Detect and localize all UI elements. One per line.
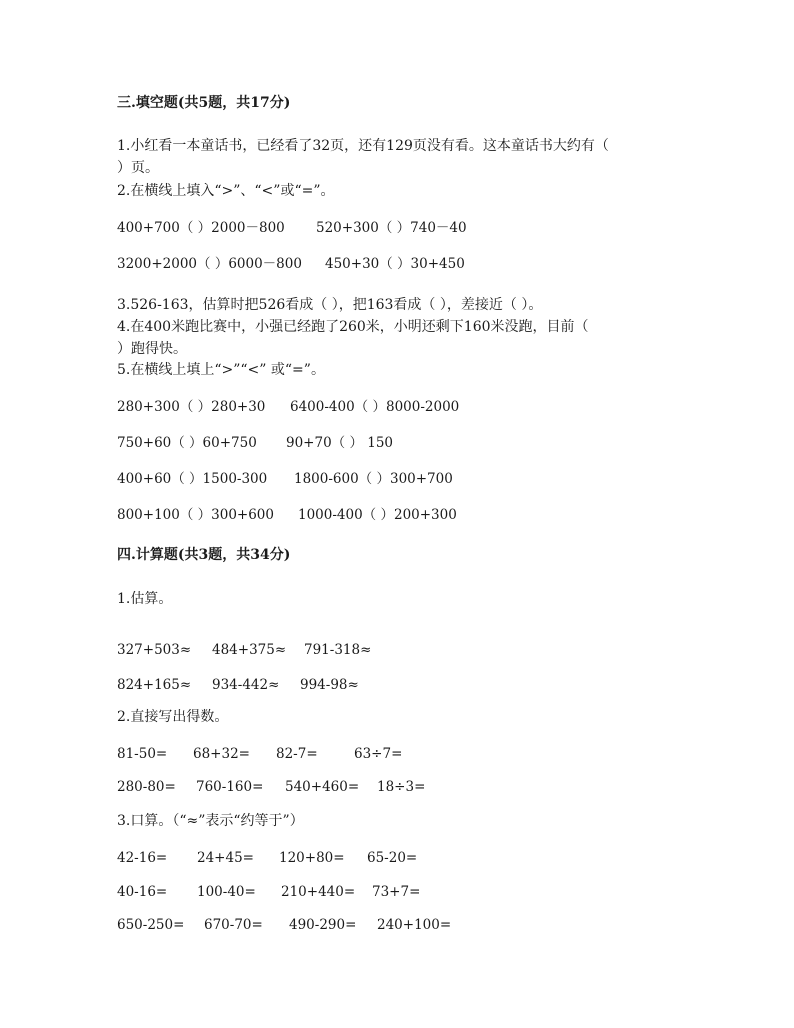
calc-q2-row2-col3: 540+460= — [285, 779, 360, 795]
calc-q1-row2-col1: 824+165≈ — [117, 677, 192, 693]
calc-q2-row2-col4: 18÷3= — [377, 779, 426, 795]
q2-row2-col1: 3200+2000（ ）6000－800 — [117, 256, 302, 272]
calc-q3-row1-col1: 42-16= — [117, 850, 168, 866]
calc-q3-row1-col2: 24+45= — [197, 850, 254, 866]
q5-row4-col1: 800+100（ ）300+600 — [117, 507, 274, 523]
section-3-heading: 三.填空题(共5题，共17分) — [117, 95, 291, 111]
q1-text-line1: 1.小红看一本童话书，已经看了32页，还有129页没有看。这本童话书大约有（ — [117, 138, 609, 154]
calc-q2-row1-col3: 82-7= — [276, 746, 318, 762]
q2-row1-col2: 520+300（ ）740－40 — [316, 220, 467, 236]
calc-q1-prompt: 1.估算。 — [117, 591, 173, 607]
calc-q3-row3-col3: 490-290= — [289, 917, 357, 933]
q5-row3-col2: 1800-600（ ）300+700 — [294, 471, 453, 487]
calc-q2-row2-col2: 760-160= — [196, 779, 264, 795]
calc-q1-row2-col2: 934-442≈ — [212, 677, 280, 693]
q5-row3-col1: 400+60（ ）1500-300 — [117, 471, 268, 487]
calc-q3-row3-col4: 240+100= — [377, 917, 452, 933]
calc-q1-row1-col3: 791-318≈ — [304, 642, 372, 658]
q5-prompt: 5.在横线上填上“>”“<” 或“=”。 — [117, 362, 325, 378]
calc-q3-row1-col3: 120+80= — [279, 850, 345, 866]
calc-q3-row2-col1: 40-16= — [117, 884, 168, 900]
q4-text-line2: ）跑得快。 — [117, 341, 187, 357]
calc-q2-row1-col4: 63÷7= — [354, 746, 403, 762]
calc-q3-row1-col4: 65-20= — [367, 850, 418, 866]
q5-row1-col1: 280+300（ ）280+30 — [117, 399, 266, 415]
q3-text: 3.526-163，估算时把526看成（ ），把163看成（ ），差接近（ ）。 — [117, 297, 543, 313]
section-4-heading: 四.计算题(共3题，共34分) — [117, 547, 291, 563]
calc-q3-row2-col4: 73+7= — [372, 884, 421, 900]
q5-row2-col1: 750+60（ ）60+750 — [117, 435, 257, 451]
calc-q3-row3-col1: 650-250= — [117, 917, 185, 933]
calc-q1-row1-col1: 327+503≈ — [117, 642, 192, 658]
q5-row4-col2: 1000-400（ ）200+300 — [298, 507, 457, 523]
calc-q3-row3-col2: 670-70= — [204, 917, 263, 933]
calc-q2-prompt: 2.直接写出得数。 — [117, 709, 229, 725]
calc-q2-row1-col2: 68+32= — [193, 746, 250, 762]
q2-row2-col2: 450+30（ ）30+450 — [325, 256, 465, 272]
calc-q1-row2-col3: 994-98≈ — [300, 677, 359, 693]
q1-text-line2: ）页。 — [117, 160, 159, 176]
calc-q3-row2-col3: 210+440= — [281, 884, 356, 900]
q5-row1-col2: 6400-400（ ）8000-2000 — [290, 399, 460, 415]
calc-q3-prompt: 3.口算。（“≈”表示“约等于”） — [117, 813, 304, 829]
calc-q2-row1-col1: 81-50= — [117, 746, 168, 762]
q2-row1-col1: 400+700（ ）2000－800 — [117, 220, 285, 236]
q2-prompt: 2.在横线上填入“>”、“<”或“=”。 — [117, 183, 335, 199]
calc-q2-row2-col1: 280-80= — [117, 779, 176, 795]
q4-text-line1: 4.在400米跑比赛中，小强已经跑了260米，小明还剩下160米没跑，目前（ — [117, 319, 589, 335]
q5-row2-col2: 90+70（ ） 150 — [286, 435, 394, 451]
calc-q1-row1-col2: 484+375≈ — [212, 642, 287, 658]
calc-q3-row2-col2: 100-40= — [197, 884, 256, 900]
